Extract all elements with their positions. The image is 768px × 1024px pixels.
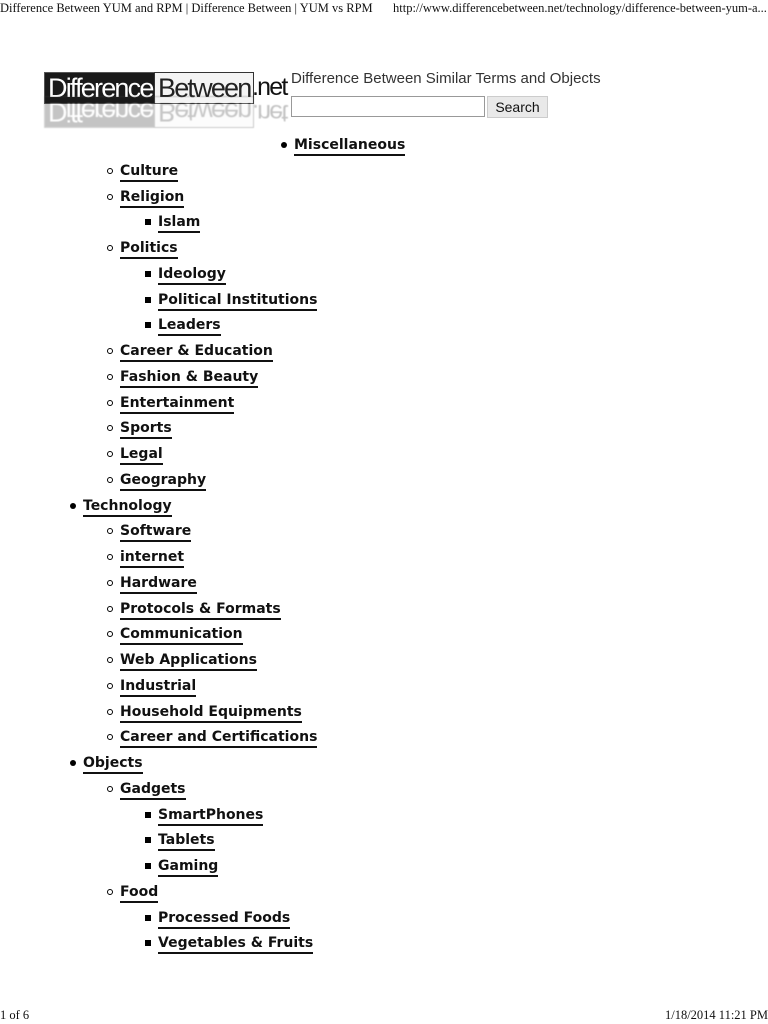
nav-link-islam[interactable]: Islam xyxy=(158,214,200,233)
nav-item-software xyxy=(107,521,191,543)
logo-word-difference: Difference xyxy=(44,72,157,104)
list-bullet-icon xyxy=(107,580,113,586)
nav-item-gadgets xyxy=(107,779,186,801)
logo-reflection-between: Between xyxy=(154,96,254,128)
nav-item-household-equipments xyxy=(107,702,302,724)
list-bullet-icon xyxy=(145,271,151,277)
print-header xyxy=(0,0,768,18)
logo-reflection xyxy=(44,97,287,130)
site-logo[interactable] xyxy=(44,66,287,130)
nav-link-objects[interactable]: Objects xyxy=(83,755,143,774)
logo-word-net: .net xyxy=(252,73,287,101)
nav-item-religion xyxy=(107,187,184,209)
nav-link-communication[interactable]: Communication xyxy=(120,626,243,645)
list-bullet-icon xyxy=(281,142,287,148)
nav-link-technology[interactable]: Technology xyxy=(83,498,172,517)
list-bullet-icon xyxy=(107,734,113,740)
list-bullet-icon xyxy=(145,915,151,921)
nav-link-software[interactable]: Software xyxy=(120,523,191,542)
nav-item-legal xyxy=(107,444,163,466)
nav-item-ideology xyxy=(145,264,226,286)
nav-item-miscellaneous xyxy=(281,135,405,157)
list-bullet-icon xyxy=(107,786,113,792)
nav-link-vegetables-and-fruits[interactable]: Vegetables & Fruits xyxy=(158,935,313,954)
list-bullet-icon xyxy=(107,245,113,251)
logo-reflection-net: .net xyxy=(252,99,287,127)
search-button[interactable]: Search xyxy=(487,96,548,118)
list-bullet-icon xyxy=(107,889,113,895)
list-bullet-icon xyxy=(107,451,113,457)
nav-item-industrial xyxy=(107,676,196,698)
list-bullet-icon xyxy=(145,219,151,225)
nav-item-political-institutions xyxy=(145,290,317,312)
nav-item-communication xyxy=(107,624,243,646)
site-tagline: Difference Between Similar Terms and Objects xyxy=(291,70,601,87)
list-bullet-icon xyxy=(145,837,151,843)
nav-item-processed-foods xyxy=(145,908,290,930)
nav-item-hardware xyxy=(107,573,197,595)
nav-item-technology xyxy=(70,496,172,518)
nav-link-career-and-education[interactable]: Career & Education xyxy=(120,343,273,362)
list-bullet-icon xyxy=(107,425,113,431)
nav-item-web-applications xyxy=(107,650,257,672)
list-bullet-icon xyxy=(107,477,113,483)
nav-link-ideology[interactable]: Ideology xyxy=(158,266,226,285)
nav-item-fashion-and-beauty xyxy=(107,367,258,389)
nav-link-geography[interactable]: Geography xyxy=(120,472,206,491)
nav-link-household-equipments[interactable]: Household Equipments xyxy=(120,704,302,723)
nav-item-entertainment xyxy=(107,393,234,415)
nav-link-web-applications[interactable]: Web Applications xyxy=(120,652,257,671)
list-bullet-icon xyxy=(145,863,151,869)
nav-item-objects xyxy=(70,753,143,775)
nav-link-entertainment[interactable]: Entertainment xyxy=(120,395,234,414)
nav-link-gadgets[interactable]: Gadgets xyxy=(120,781,186,800)
logo-word-between: Between xyxy=(154,72,254,104)
nav-link-leaders[interactable]: Leaders xyxy=(158,317,221,336)
list-bullet-icon xyxy=(70,503,76,509)
nav-link-food[interactable]: Food xyxy=(120,884,158,903)
nav-link-processed-foods[interactable]: Processed Foods xyxy=(158,910,290,929)
nav-item-career-and-education xyxy=(107,341,273,363)
nav-link-sports[interactable]: Sports xyxy=(120,420,172,439)
nav-link-culture[interactable]: Culture xyxy=(120,163,178,182)
nav-link-internet[interactable]: internet xyxy=(120,549,184,568)
nav-item-food xyxy=(107,882,158,904)
nav-link-smartphones[interactable]: SmartPhones xyxy=(158,807,263,826)
nav-item-protocols-and-formats xyxy=(107,599,281,621)
list-bullet-icon xyxy=(107,400,113,406)
list-bullet-icon xyxy=(107,374,113,380)
nav-link-tablets[interactable]: Tablets xyxy=(158,832,215,851)
nav-link-fashion-and-beauty[interactable]: Fashion & Beauty xyxy=(120,369,258,388)
list-bullet-icon xyxy=(107,554,113,560)
nav-item-smartphones xyxy=(145,805,263,827)
nav-item-internet xyxy=(107,547,184,569)
nav-link-politics[interactable]: Politics xyxy=(120,240,178,259)
nav-item-islam xyxy=(145,212,200,234)
list-bullet-icon xyxy=(107,709,113,715)
search-input[interactable] xyxy=(291,96,485,117)
print-footer xyxy=(0,1006,768,1024)
nav-link-gaming[interactable]: Gaming xyxy=(158,858,218,877)
nav-item-gaming xyxy=(145,856,218,878)
list-bullet-icon xyxy=(145,322,151,328)
nav-item-vegetables-and-fruits xyxy=(145,933,313,955)
nav-item-leaders xyxy=(145,315,221,337)
nav-link-legal[interactable]: Legal xyxy=(120,446,163,465)
list-bullet-icon xyxy=(107,657,113,663)
nav-item-career-and-certifications xyxy=(107,727,317,749)
list-bullet-icon xyxy=(107,528,113,534)
nav-link-career-and-certifications[interactable]: Career and Certifications xyxy=(120,729,317,748)
logo-reflection-difference: Difference xyxy=(44,96,157,128)
list-bullet-icon xyxy=(145,297,151,303)
nav-link-political-institutions[interactable]: Political Institutions xyxy=(158,292,317,311)
nav-item-politics xyxy=(107,238,178,260)
list-bullet-icon xyxy=(107,631,113,637)
nav-item-culture xyxy=(107,161,178,183)
list-bullet-icon xyxy=(70,760,76,766)
nav-item-sports xyxy=(107,418,172,440)
list-bullet-icon xyxy=(145,812,151,818)
list-bullet-icon xyxy=(107,168,113,174)
nav-link-miscellaneous[interactable]: Miscellaneous xyxy=(294,137,405,156)
nav-item-geography xyxy=(107,470,206,492)
print-page-number: 1 of 6 xyxy=(0,1008,30,1022)
print-page-title: Difference Between YUM and RPM | Difference Between | YUM vs RPM xyxy=(0,1,373,15)
nav-link-industrial[interactable]: Industrial xyxy=(120,678,196,697)
nav-link-hardware[interactable]: Hardware xyxy=(120,575,197,594)
nav-link-religion[interactable]: Religion xyxy=(120,189,184,208)
print-datetime: 1/18/2014 11:21 PM xyxy=(664,1008,768,1022)
list-bullet-icon xyxy=(107,348,113,354)
list-bullet-icon xyxy=(107,194,113,200)
nav-link-protocols-and-formats[interactable]: Protocols & Formats xyxy=(120,601,281,620)
list-bullet-icon xyxy=(107,606,113,612)
print-page-url: http://www.differencebetween.net/technology/difference-between-yum-a... xyxy=(393,1,767,15)
nav-item-tablets xyxy=(145,830,215,852)
list-bullet-icon xyxy=(107,683,113,689)
list-bullet-icon xyxy=(145,940,151,946)
